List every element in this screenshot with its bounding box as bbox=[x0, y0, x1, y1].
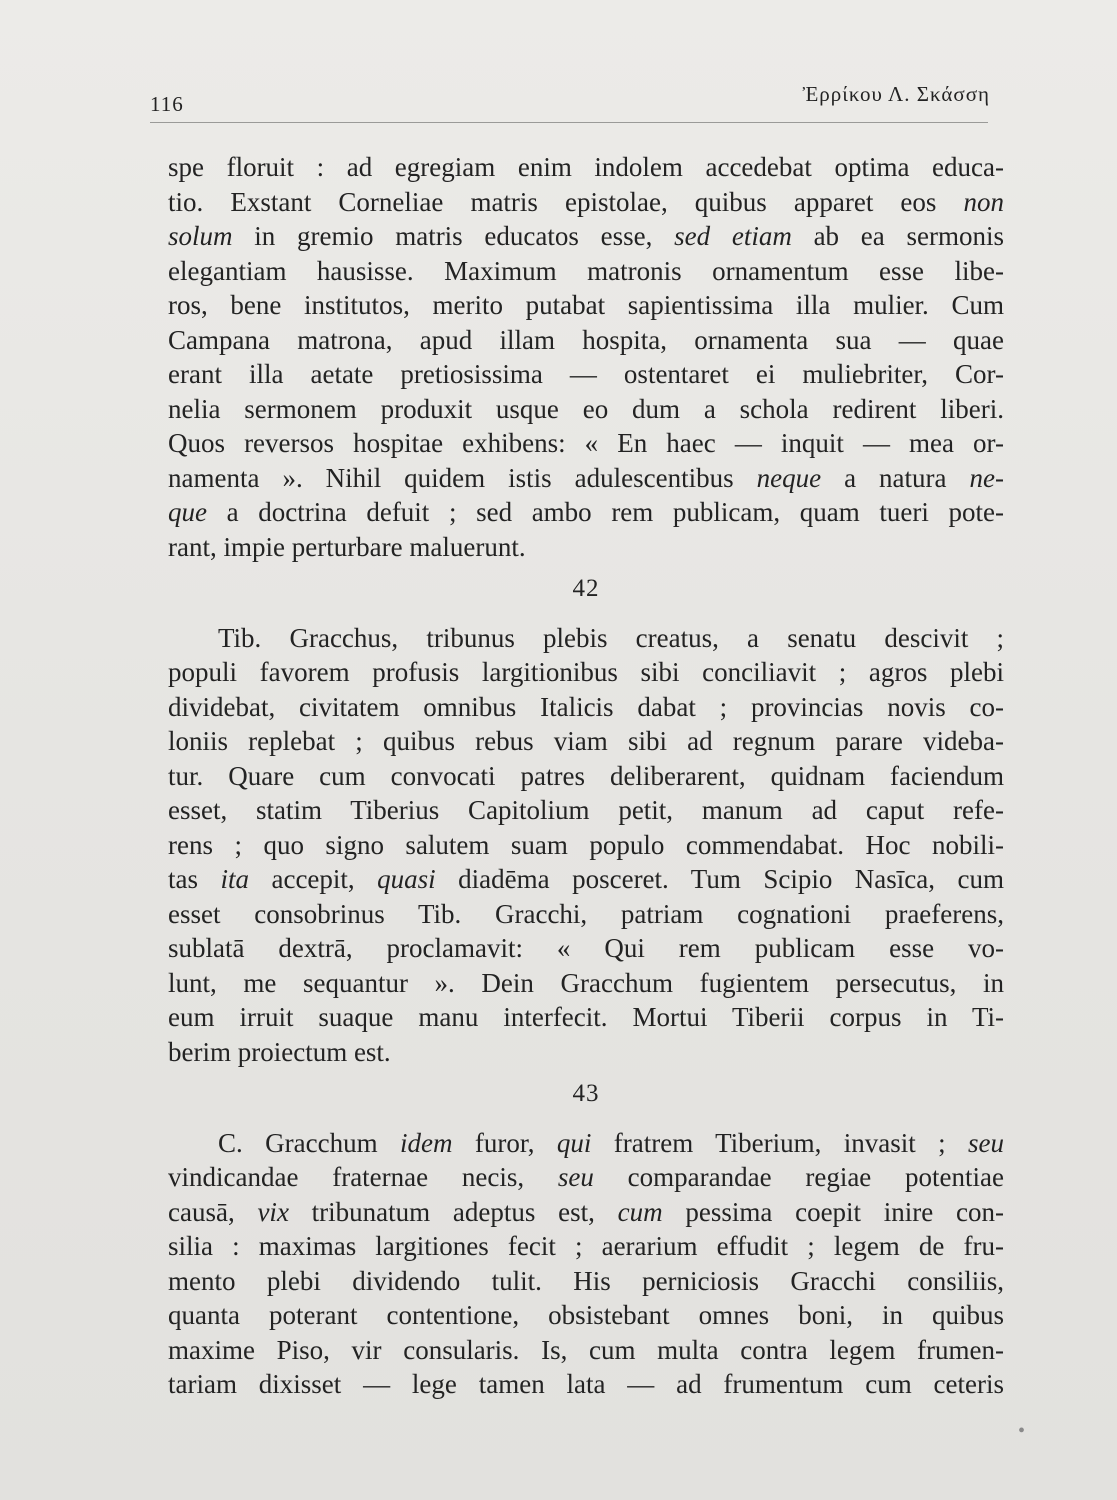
text-line bbox=[168, 185, 1004, 220]
text-line bbox=[168, 426, 1004, 461]
section-43-text bbox=[168, 1126, 1004, 1402]
italic-run: cum bbox=[617, 1196, 663, 1227]
text-run: namenta ». Nihil quidem istis adulescentibus bbox=[168, 462, 757, 493]
text-run: erant illa aetate pretiosissima — ostentaret ei muliebriter, Cor- bbox=[168, 359, 1004, 389]
text-line bbox=[168, 150, 1004, 185]
text-run: rens ; quo signo salutem suam populo commendabat. Hoc nobili- bbox=[168, 829, 1004, 860]
text-run: spe floruit : ad egregiam enim indolem accedebat optima educa- bbox=[168, 152, 1004, 182]
text-line bbox=[168, 288, 1004, 323]
header-rule bbox=[150, 122, 988, 123]
text-run: eum irruit suaque manu interfecit. Mortui Tiberii corpus in Ti- bbox=[168, 1002, 1004, 1032]
section-number-43: 43 bbox=[572, 1080, 600, 1107]
text-line bbox=[168, 793, 1004, 828]
text-run: Quos reversos hospitae exhibens: « En haec — inquit — mea or- bbox=[168, 428, 1004, 458]
text-line bbox=[168, 219, 1004, 254]
italic-run: quasi bbox=[377, 864, 436, 894]
text-line bbox=[168, 931, 1004, 966]
italic-run: qui bbox=[556, 1127, 592, 1158]
text-run: comparandae regiae potentiae bbox=[593, 1162, 1005, 1192]
page-header bbox=[150, 82, 990, 122]
text-line bbox=[168, 1229, 1004, 1264]
text-run: a natura bbox=[821, 462, 970, 493]
text-line bbox=[168, 828, 1004, 863]
text-run: Tib. Gracchus, tribunus plebis creatus, a senatu descivit ; bbox=[218, 622, 1004, 653]
text-line bbox=[168, 1333, 1004, 1368]
text-run: loniis replebat ; quibus rebus viam sibi ad regnum parare videba- bbox=[168, 726, 1004, 756]
text-run: a doctrina defuit ; sed ambo rem publicam, quam tueri pote- bbox=[206, 497, 1004, 527]
section-42-text bbox=[168, 621, 1004, 1070]
text-run: tas bbox=[168, 864, 221, 894]
text-run: fratrem Tiberium, invasit ; bbox=[591, 1127, 968, 1158]
text-run: furor, bbox=[452, 1127, 557, 1158]
text-run: ros, bene institutos, merito putabat sapientissima illa mulier. Cum bbox=[168, 290, 1004, 320]
text-line bbox=[168, 1367, 1004, 1402]
text-line bbox=[168, 1298, 1004, 1333]
running-head: Ἐρρίκου Λ. Σκάσση bbox=[802, 82, 990, 106]
text-run: silia : maximas largitiones fecit ; aerarium effudit ; legem de fru- bbox=[168, 1231, 1004, 1261]
text-line bbox=[168, 621, 1004, 656]
text-line bbox=[168, 759, 1004, 794]
section-number-42: 42 bbox=[572, 575, 600, 602]
text-line bbox=[168, 392, 1004, 427]
text-run: tur. Quare cum convocati patres deliberarent, quidnam faciendum bbox=[168, 760, 1004, 791]
italic-run: ne- bbox=[969, 462, 1004, 493]
text-line bbox=[168, 655, 1004, 690]
paragraph-1 bbox=[168, 150, 1004, 564]
text-run: maxime Piso, vir consularis. Is, cum multa contra legem frumen- bbox=[168, 1334, 1004, 1365]
text-line bbox=[168, 254, 1004, 289]
text-line bbox=[168, 862, 1004, 897]
text-run: in gremio matris educatos esse, bbox=[232, 221, 675, 251]
text-line bbox=[168, 1126, 1004, 1161]
text-run: sublatā dextrā, proclamavit: « Qui rem publicam esse vo- bbox=[168, 933, 1004, 963]
text-run: populi favorem profusis largitionibus sibi conciliavit ; agros plebi bbox=[168, 657, 1004, 687]
body-text bbox=[168, 150, 1004, 1402]
text-line bbox=[168, 530, 1004, 565]
page-smudge-mark: • bbox=[1018, 1420, 1026, 1442]
italic-run: idem bbox=[399, 1127, 453, 1158]
text-line bbox=[168, 1035, 1004, 1070]
italic-run: seu bbox=[968, 1127, 1004, 1158]
text-run: diadēma posceret. Tum Scipio Nasīca, cum bbox=[435, 864, 1004, 894]
text-run: esset, statim Tiberius Capitolium petit, manum ad caput refe- bbox=[168, 795, 1004, 825]
page-number: 116 bbox=[150, 92, 184, 116]
italic-run: non bbox=[963, 186, 1004, 217]
text-run: C. Gracchum bbox=[218, 1127, 400, 1158]
text-run: tio. Exstant Corneliae matris epistolae, quibus apparet eos bbox=[168, 186, 964, 217]
italic-run: que bbox=[168, 497, 207, 527]
italic-run: solum bbox=[168, 221, 233, 251]
text-line bbox=[168, 461, 1004, 496]
text-line bbox=[168, 966, 1004, 1001]
text-line bbox=[168, 690, 1004, 725]
text-line bbox=[168, 1000, 1004, 1035]
italic-run: sed etiam bbox=[674, 221, 792, 251]
text-line bbox=[168, 1264, 1004, 1299]
text-run: nelia sermonem produxit usque eo dum a schola redirent liberi. bbox=[168, 393, 1004, 424]
text-run: rant, impie perturbare maluerunt. bbox=[168, 531, 526, 562]
text-run: quanta poterant contentione, obsistebant omnes boni, in quibus bbox=[168, 1300, 1004, 1330]
text-line bbox=[168, 724, 1004, 759]
text-run: elegantiam hausisse. Maximum matronis ornamentum esse libe- bbox=[168, 255, 1004, 286]
text-run: accepit, bbox=[249, 864, 378, 894]
text-run: lunt, me sequantur ». Dein Gracchum fugientem persecutus, in bbox=[168, 967, 1004, 998]
text-run: dividebat, civitatem omnibus Italicis dabat ; provincias novis co- bbox=[168, 691, 1004, 722]
italic-run: seu bbox=[557, 1162, 594, 1192]
text-run: tariam dixisset — lege tamen lata — ad frumentum cum ceteris bbox=[168, 1369, 1004, 1399]
text-run: pessima coepit inire con- bbox=[662, 1196, 1004, 1227]
text-line bbox=[168, 1160, 1004, 1195]
text-line bbox=[168, 1195, 1004, 1230]
text-line bbox=[168, 495, 1004, 530]
italic-run: ita bbox=[220, 864, 249, 894]
text-run: esset consobrinus Tib. Gracchi, patriam cognationi praeferens, bbox=[168, 898, 1004, 929]
text-run: causā, bbox=[168, 1196, 258, 1227]
text-run: tribunatum adeptus est, bbox=[288, 1196, 618, 1227]
text-run: mento plebi dividendo tulit. His perniciosis Gracchi consiliis, bbox=[168, 1265, 1004, 1296]
text-line bbox=[168, 897, 1004, 932]
text-run: ab ea sermonis bbox=[791, 221, 1004, 251]
text-line bbox=[168, 323, 1004, 358]
text-run: vindicandae fraternae necis, bbox=[168, 1162, 558, 1192]
italic-run: neque bbox=[756, 462, 822, 493]
text-line bbox=[168, 357, 1004, 392]
text-run: berim proiectum est. bbox=[168, 1036, 391, 1067]
italic-run: vix bbox=[257, 1196, 289, 1227]
text-run: Campana matrona, apud illam hospita, ornamenta sua — quae bbox=[168, 324, 1004, 355]
